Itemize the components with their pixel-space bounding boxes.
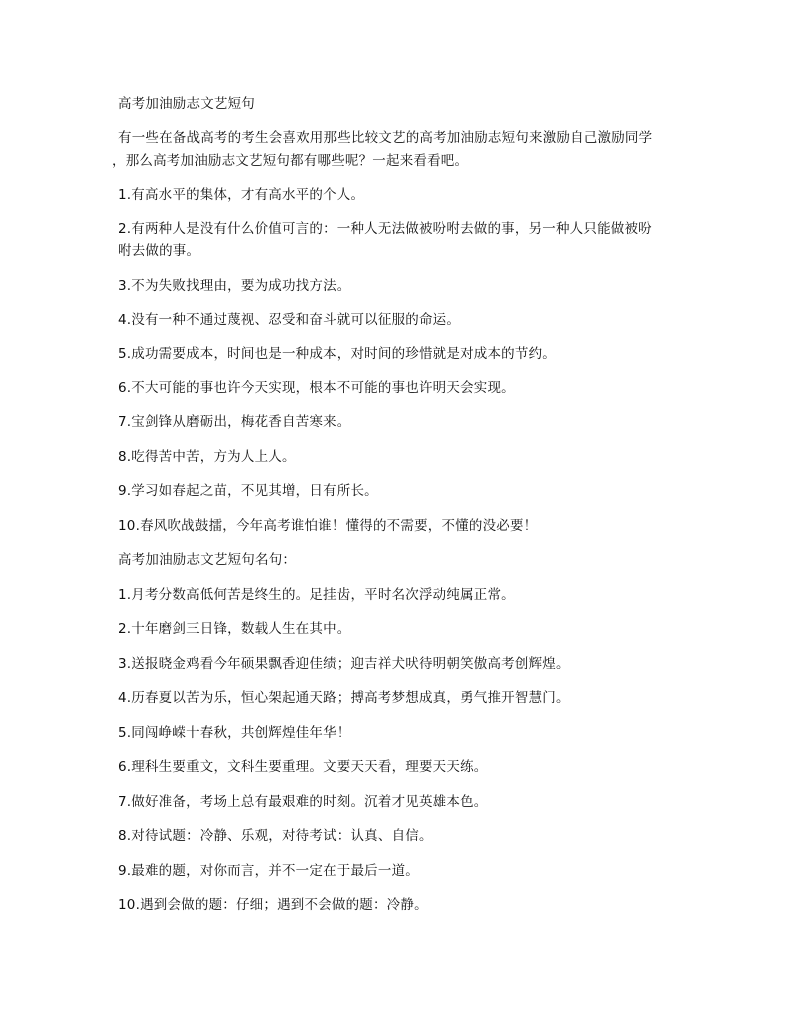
section-subtitle: 高考加油励志文艺短句名句： (118, 552, 297, 568)
list-item: 4.没有一种不通过蔑视、忍受和奋斗就可以征服的命运。 (118, 312, 461, 328)
list-item-continuation: 咐去做的事。 (118, 243, 201, 259)
document-title: 高考加油励志文艺短句 (118, 96, 255, 112)
list-item: 8.对待试题：冷静、乐观，对待考试：认真、自信。 (118, 828, 433, 844)
list-item: 3.送报晓金鸡看今年硕果飘香迎佳绩；迎吉祥犬吠待明朝笑傲高考创辉煌。 (118, 656, 570, 672)
list-item: 2.有两种人是没有什么价值可言的：一种人无法做被吩咐去做的事，另一种人只能做被吩 (118, 221, 652, 237)
list-item: 10.遇到会做的题：仔细；遇到不会做的题：冷静。 (118, 897, 428, 913)
intro-paragraph-line: 有一些在备战高考的考生会喜欢用那些比较文艺的高考加油励志短句来激励自己激励同学 (118, 130, 653, 146)
list-item: 2.十年磨剑三日锋，数载人生在其中。 (118, 621, 351, 637)
list-item: 1.月考分数高低何苦是终生的。足挂齿，平时名次浮动纯属正常。 (118, 587, 515, 603)
list-item: 5.同闯峥嵘十春秋，共创辉煌佳年华！ (118, 725, 351, 741)
list-item: 1.有高水平的集体，才有高水平的个人。 (118, 187, 365, 203)
list-item: 9.学习如春起之苗，不见其增，日有所长。 (118, 483, 378, 499)
list-item: 7.做好准备，考场上总有最艰难的时刻。沉着才见英雄本色。 (118, 794, 488, 810)
list-item: 8.吃得苦中苦，方为人上人。 (118, 449, 296, 465)
list-item: 7.宝剑锋从磨砺出，梅花香自苦寒来。 (118, 414, 351, 430)
list-item: 10.春风吹战鼓擂，今年高考谁怕谁！懂得的不需要，不懂的没必要！ (118, 518, 538, 534)
intro-paragraph-line: ，那么高考加油励志文艺短句都有哪些呢？一起来看看吧。 (112, 153, 469, 169)
list-item: 5.成功需要成本，时间也是一种成本，对时间的珍惜就是对成本的节约。 (118, 346, 556, 362)
list-item: 9.最难的题，对你而言，并不一定在于最后一道。 (118, 863, 419, 879)
list-item: 6.不大可能的事也许今天实现，根本不可能的事也许明天会实现。 (118, 380, 515, 396)
list-item: 4.历春夏以苦为乐，恒心架起通天路；搏高考梦想成真，勇气推开智慧门。 (118, 690, 570, 706)
list-item: 3.不为失败找理由，要为成功找方法。 (118, 278, 351, 294)
list-item: 6.理科生要重文，文科生要重理。文要天天看，理要天天练。 (118, 759, 488, 775)
